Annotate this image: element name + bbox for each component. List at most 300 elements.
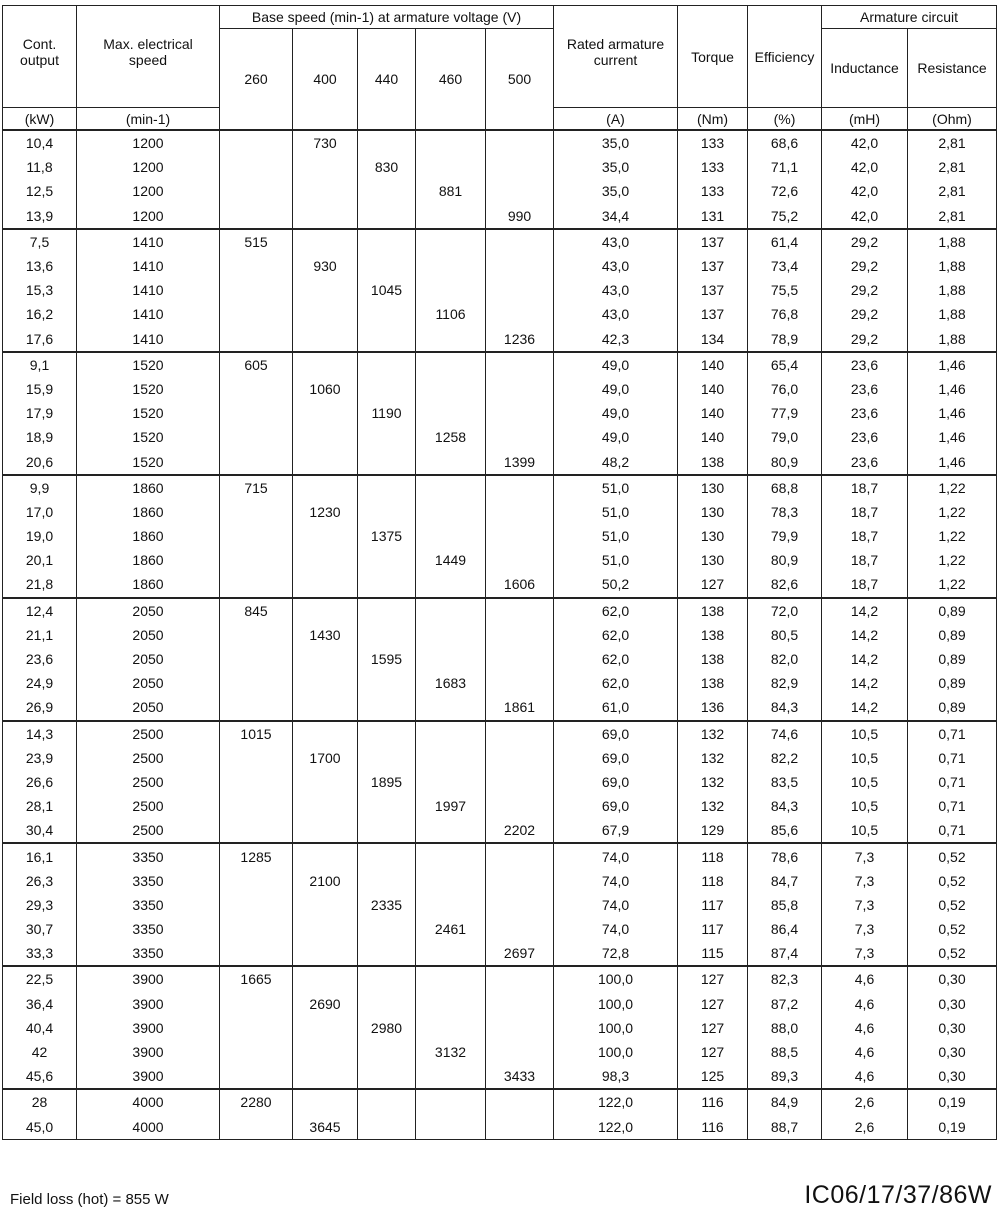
cell-inductance: 29,2 <box>822 327 908 352</box>
header-resistance: Resistance <box>908 29 997 108</box>
cell-speed-440 <box>358 623 416 647</box>
cell-resistance: 1,88 <box>908 229 997 254</box>
cell-resistance: 2,81 <box>908 204 997 229</box>
cell-speed-400 <box>293 229 358 254</box>
cell-inductance: 18,7 <box>822 500 908 524</box>
cell-cont-output: 20,6 <box>3 449 77 474</box>
cell-resistance: 0,52 <box>908 917 997 941</box>
cell-resistance: 0,30 <box>908 966 997 991</box>
table-row <box>3 818 997 843</box>
cell-max-speed: 1860 <box>77 572 220 597</box>
cell-speed-400 <box>293 1089 358 1114</box>
cell-rated-current: 61,0 <box>554 695 678 720</box>
cell-speed-260 <box>220 377 293 401</box>
cell-speed-440: 2335 <box>358 893 416 917</box>
cell-inductance: 4,6 <box>822 992 908 1016</box>
cell-max-speed: 2500 <box>77 721 220 746</box>
cell-speed-440: 830 <box>358 155 416 179</box>
cell-speed-460 <box>416 746 486 770</box>
cell-speed-400 <box>293 917 358 941</box>
cell-speed-400: 730 <box>293 130 358 155</box>
cell-speed-400: 1230 <box>293 500 358 524</box>
cell-rated-current: 50,2 <box>554 572 678 597</box>
cell-efficiency: 89,3 <box>748 1064 822 1089</box>
cell-speed-260 <box>220 155 293 179</box>
cell-cont-output: 36,4 <box>3 992 77 1016</box>
cell-resistance: 1,88 <box>908 327 997 352</box>
cell-efficiency: 82,9 <box>748 671 822 695</box>
cell-speed-260 <box>220 869 293 893</box>
cell-speed-500 <box>486 992 554 1016</box>
cell-speed-500 <box>486 548 554 572</box>
cell-torque: 132 <box>678 721 748 746</box>
cell-torque: 127 <box>678 1040 748 1064</box>
cell-rated-current: 69,0 <box>554 794 678 818</box>
cell-cont-output: 12,4 <box>3 598 77 623</box>
cell-inductance: 29,2 <box>822 229 908 254</box>
cell-cont-output: 30,4 <box>3 818 77 843</box>
cell-rated-current: 74,0 <box>554 917 678 941</box>
cell-max-speed: 2050 <box>77 695 220 720</box>
cell-max-speed: 4000 <box>77 1089 220 1114</box>
cell-resistance: 0,89 <box>908 671 997 695</box>
cell-speed-440 <box>358 941 416 966</box>
cell-speed-460 <box>416 229 486 254</box>
cell-speed-400: 3645 <box>293 1115 358 1140</box>
cell-resistance: 1,88 <box>908 278 997 302</box>
cell-speed-500: 990 <box>486 204 554 229</box>
cell-speed-440 <box>358 818 416 843</box>
row-group <box>3 598 997 721</box>
table-row <box>3 966 997 991</box>
cell-speed-260 <box>220 548 293 572</box>
cell-speed-500: 3433 <box>486 1064 554 1089</box>
cell-max-speed: 4000 <box>77 1115 220 1140</box>
cell-rated-current: 51,0 <box>554 524 678 548</box>
cell-speed-440 <box>358 327 416 352</box>
cell-cont-output: 13,6 <box>3 254 77 278</box>
unit-mh: (mH) <box>822 108 908 131</box>
cell-speed-400 <box>293 598 358 623</box>
cell-speed-440 <box>358 229 416 254</box>
row-group <box>3 721 997 844</box>
cell-resistance: 0,71 <box>908 794 997 818</box>
cell-speed-400 <box>293 818 358 843</box>
cell-inductance: 2,6 <box>822 1115 908 1140</box>
cell-rated-current: 42,3 <box>554 327 678 352</box>
row-group <box>3 843 997 966</box>
cell-speed-400 <box>293 155 358 179</box>
cell-max-speed: 2050 <box>77 623 220 647</box>
table-row <box>3 401 997 425</box>
cell-efficiency: 88,7 <box>748 1115 822 1140</box>
cell-speed-440 <box>358 695 416 720</box>
table-row <box>3 425 997 449</box>
cell-speed-400: 930 <box>293 254 358 278</box>
cell-speed-500: 2202 <box>486 818 554 843</box>
cell-rated-current: 100,0 <box>554 966 678 991</box>
cell-resistance: 0,30 <box>908 1016 997 1040</box>
cell-cont-output: 11,8 <box>3 155 77 179</box>
cell-speed-260 <box>220 1040 293 1064</box>
cell-efficiency: 76,0 <box>748 377 822 401</box>
cell-cont-output: 23,9 <box>3 746 77 770</box>
cell-speed-460 <box>416 278 486 302</box>
cell-speed-500 <box>486 721 554 746</box>
cell-cont-output: 10,4 <box>3 130 77 155</box>
cell-rated-current: 62,0 <box>554 647 678 671</box>
cell-speed-500 <box>486 254 554 278</box>
cell-speed-440: 1895 <box>358 770 416 794</box>
cell-speed-400: 1430 <box>293 623 358 647</box>
cell-speed-260 <box>220 794 293 818</box>
cell-speed-260 <box>220 204 293 229</box>
header-cont-output: Cont. output <box>3 6 77 108</box>
cell-torque: 130 <box>678 548 748 572</box>
cell-inductance: 4,6 <box>822 1064 908 1089</box>
cell-speed-500 <box>486 500 554 524</box>
cell-speed-440 <box>358 377 416 401</box>
cell-speed-460 <box>416 449 486 474</box>
cell-speed-460: 1258 <box>416 425 486 449</box>
cell-max-speed: 2050 <box>77 647 220 671</box>
cell-max-speed: 3350 <box>77 843 220 868</box>
cell-rated-current: 34,4 <box>554 204 678 229</box>
cell-speed-400: 2100 <box>293 869 358 893</box>
cell-torque: 117 <box>678 893 748 917</box>
cell-inductance: 7,3 <box>822 893 908 917</box>
cell-speed-460 <box>416 941 486 966</box>
cell-resistance: 1,46 <box>908 425 997 449</box>
cell-speed-460 <box>416 327 486 352</box>
cell-speed-260 <box>220 746 293 770</box>
cell-speed-500 <box>486 623 554 647</box>
cell-rated-current: 62,0 <box>554 671 678 695</box>
header-voltage-400: 400 <box>293 29 358 131</box>
cell-speed-500 <box>486 966 554 991</box>
cell-speed-400 <box>293 179 358 203</box>
cell-resistance: 1,46 <box>908 377 997 401</box>
cell-speed-260 <box>220 401 293 425</box>
cell-torque: 127 <box>678 966 748 991</box>
table-row <box>3 254 997 278</box>
cell-torque: 127 <box>678 992 748 1016</box>
cell-torque: 133 <box>678 130 748 155</box>
cell-inductance: 18,7 <box>822 548 908 572</box>
table-row <box>3 352 997 377</box>
table-row <box>3 721 997 746</box>
cell-speed-400 <box>293 352 358 377</box>
cell-inductance: 10,5 <box>822 770 908 794</box>
cell-max-speed: 3350 <box>77 941 220 966</box>
cell-rated-current: 51,0 <box>554 475 678 500</box>
cell-speed-500 <box>486 746 554 770</box>
cell-max-speed: 2500 <box>77 794 220 818</box>
cell-speed-500: 2697 <box>486 941 554 966</box>
cell-torque: 140 <box>678 377 748 401</box>
cell-efficiency: 68,6 <box>748 130 822 155</box>
cell-rated-current: 100,0 <box>554 1040 678 1064</box>
cell-max-speed: 1200 <box>77 130 220 155</box>
cell-inductance: 29,2 <box>822 278 908 302</box>
cell-rated-current: 122,0 <box>554 1089 678 1114</box>
cell-torque: 127 <box>678 572 748 597</box>
cell-rated-current: 43,0 <box>554 254 678 278</box>
row-group <box>3 1089 997 1139</box>
cell-speed-400 <box>293 278 358 302</box>
cell-cont-output: 14,3 <box>3 721 77 746</box>
cell-speed-460: 881 <box>416 179 486 203</box>
cell-speed-460 <box>416 695 486 720</box>
cell-resistance: 1,46 <box>908 449 997 474</box>
cell-max-speed: 1520 <box>77 449 220 474</box>
cell-efficiency: 85,6 <box>748 818 822 843</box>
table-row <box>3 598 997 623</box>
cell-speed-500: 1606 <box>486 572 554 597</box>
cell-cont-output: 29,3 <box>3 893 77 917</box>
cell-max-speed: 1200 <box>77 155 220 179</box>
cell-rated-current: 35,0 <box>554 155 678 179</box>
cell-resistance: 0,89 <box>908 598 997 623</box>
cell-torque: 137 <box>678 254 748 278</box>
cell-speed-500 <box>486 671 554 695</box>
cell-speed-460: 2461 <box>416 917 486 941</box>
cell-inductance: 42,0 <box>822 155 908 179</box>
cell-rated-current: 49,0 <box>554 401 678 425</box>
header-voltage-260: 260 <box>220 29 293 131</box>
cell-speed-460 <box>416 1115 486 1140</box>
cell-resistance: 2,81 <box>908 130 997 155</box>
cell-torque: 138 <box>678 647 748 671</box>
cell-rated-current: 35,0 <box>554 130 678 155</box>
cell-cont-output: 17,9 <box>3 401 77 425</box>
motor-data-sheet <box>2 5 996 1209</box>
cell-efficiency: 72,6 <box>748 179 822 203</box>
cell-speed-400 <box>293 548 358 572</box>
cell-cont-output: 17,0 <box>3 500 77 524</box>
cell-speed-460 <box>416 598 486 623</box>
cell-torque: 136 <box>678 695 748 720</box>
cell-cont-output: 20,1 <box>3 548 77 572</box>
cell-speed-440 <box>358 352 416 377</box>
cell-torque: 132 <box>678 794 748 818</box>
cell-rated-current: 72,8 <box>554 941 678 966</box>
cell-resistance: 0,30 <box>908 1040 997 1064</box>
cell-speed-260: 845 <box>220 598 293 623</box>
cell-cont-output: 15,9 <box>3 377 77 401</box>
cell-efficiency: 75,5 <box>748 278 822 302</box>
unit-min: (min-1) <box>77 108 220 131</box>
cell-resistance: 0,19 <box>908 1115 997 1140</box>
cell-speed-460 <box>416 352 486 377</box>
table-row <box>3 941 997 966</box>
cell-speed-460 <box>416 204 486 229</box>
table-row <box>3 327 997 352</box>
cell-speed-460: 1683 <box>416 671 486 695</box>
cell-inductance: 18,7 <box>822 572 908 597</box>
cell-inductance: 23,6 <box>822 401 908 425</box>
cell-resistance: 2,81 <box>908 179 997 203</box>
cell-speed-400: 2690 <box>293 992 358 1016</box>
cell-speed-500 <box>486 352 554 377</box>
cell-speed-500 <box>486 1040 554 1064</box>
header-max-speed: Max. electrical speed <box>77 6 220 108</box>
cell-speed-460 <box>416 1089 486 1114</box>
cell-rated-current: 122,0 <box>554 1115 678 1140</box>
cell-speed-400 <box>293 204 358 229</box>
cell-speed-460 <box>416 623 486 647</box>
cell-efficiency: 80,9 <box>748 449 822 474</box>
cell-speed-260 <box>220 278 293 302</box>
cell-cont-output: 9,9 <box>3 475 77 500</box>
cell-speed-500 <box>486 278 554 302</box>
cell-speed-260 <box>220 917 293 941</box>
cell-max-speed: 1410 <box>77 229 220 254</box>
table-row <box>3 1040 997 1064</box>
cell-speed-260 <box>220 130 293 155</box>
cell-max-speed: 1200 <box>77 179 220 203</box>
cell-speed-460 <box>416 500 486 524</box>
header-voltage-460: 460 <box>416 29 486 131</box>
cell-inductance: 2,6 <box>822 1089 908 1114</box>
cell-torque: 132 <box>678 770 748 794</box>
cell-max-speed: 3900 <box>77 1064 220 1089</box>
cell-rated-current: 43,0 <box>554 302 678 326</box>
table-row <box>3 500 997 524</box>
cell-rated-current: 100,0 <box>554 992 678 1016</box>
cell-speed-440 <box>358 966 416 991</box>
cell-speed-400 <box>293 843 358 868</box>
cell-cont-output: 16,2 <box>3 302 77 326</box>
cell-efficiency: 83,5 <box>748 770 822 794</box>
cell-speed-500 <box>486 401 554 425</box>
cell-efficiency: 88,0 <box>748 1016 822 1040</box>
cell-inductance: 18,7 <box>822 475 908 500</box>
cell-resistance: 0,30 <box>908 992 997 1016</box>
cell-speed-260: 1285 <box>220 843 293 868</box>
cell-efficiency: 84,3 <box>748 794 822 818</box>
cell-efficiency: 82,3 <box>748 966 822 991</box>
cell-speed-440 <box>358 1064 416 1089</box>
cell-speed-440 <box>358 449 416 474</box>
cell-torque: 115 <box>678 941 748 966</box>
cell-speed-260 <box>220 572 293 597</box>
cell-speed-260: 605 <box>220 352 293 377</box>
cell-efficiency: 84,7 <box>748 869 822 893</box>
cell-torque: 133 <box>678 179 748 203</box>
unit-percent: (%) <box>748 108 822 131</box>
cell-resistance: 1,22 <box>908 548 997 572</box>
cell-max-speed: 1410 <box>77 327 220 352</box>
cell-max-speed: 1520 <box>77 425 220 449</box>
cell-torque: 140 <box>678 425 748 449</box>
cell-torque: 131 <box>678 204 748 229</box>
cell-cont-output: 26,3 <box>3 869 77 893</box>
motor-data-table <box>2 5 997 1140</box>
cell-speed-400 <box>293 695 358 720</box>
cell-efficiency: 78,9 <box>748 327 822 352</box>
cell-resistance: 1,88 <box>908 302 997 326</box>
table-row <box>3 794 997 818</box>
cell-cont-output: 45,6 <box>3 1064 77 1089</box>
cell-speed-460 <box>416 647 486 671</box>
cell-resistance: 0,30 <box>908 1064 997 1089</box>
cell-resistance: 0,52 <box>908 893 997 917</box>
cell-max-speed: 3350 <box>77 893 220 917</box>
cell-max-speed: 1860 <box>77 548 220 572</box>
cell-speed-260 <box>220 179 293 203</box>
cell-inductance: 10,5 <box>822 721 908 746</box>
cell-rated-current: 49,0 <box>554 425 678 449</box>
cell-torque: 137 <box>678 229 748 254</box>
cell-inductance: 29,2 <box>822 254 908 278</box>
cell-speed-460 <box>416 1064 486 1089</box>
cell-inductance: 14,2 <box>822 623 908 647</box>
cell-speed-260 <box>220 524 293 548</box>
cell-efficiency: 82,0 <box>748 647 822 671</box>
cell-max-speed: 2050 <box>77 598 220 623</box>
table-row <box>3 992 997 1016</box>
cell-speed-500 <box>486 1115 554 1140</box>
cell-speed-400 <box>293 1064 358 1089</box>
cell-speed-400 <box>293 770 358 794</box>
cell-cont-output: 9,1 <box>3 352 77 377</box>
cell-torque: 127 <box>678 1016 748 1040</box>
cell-torque: 130 <box>678 524 748 548</box>
cell-resistance: 1,46 <box>908 352 997 377</box>
cell-efficiency: 73,4 <box>748 254 822 278</box>
cell-efficiency: 79,0 <box>748 425 822 449</box>
cell-speed-460 <box>416 572 486 597</box>
cell-speed-500 <box>486 917 554 941</box>
cell-cont-output: 18,9 <box>3 425 77 449</box>
cell-efficiency: 80,5 <box>748 623 822 647</box>
cell-speed-400 <box>293 401 358 425</box>
cell-speed-440 <box>358 794 416 818</box>
cell-cont-output: 23,6 <box>3 647 77 671</box>
cell-speed-500 <box>486 598 554 623</box>
cell-inductance: 10,5 <box>822 818 908 843</box>
table-row <box>3 229 997 254</box>
cell-rated-current: 43,0 <box>554 278 678 302</box>
cell-speed-460 <box>416 843 486 868</box>
cell-efficiency: 84,3 <box>748 695 822 720</box>
cell-inductance: 7,3 <box>822 941 908 966</box>
cell-efficiency: 86,4 <box>748 917 822 941</box>
cell-torque: 125 <box>678 1064 748 1089</box>
cell-rated-current: 69,0 <box>554 770 678 794</box>
cell-rated-current: 74,0 <box>554 869 678 893</box>
cell-max-speed: 1410 <box>77 278 220 302</box>
cell-max-speed: 3900 <box>77 966 220 991</box>
table-row <box>3 893 997 917</box>
cell-speed-440 <box>358 475 416 500</box>
table-row <box>3 475 997 500</box>
cell-resistance: 1,46 <box>908 401 997 425</box>
table-row <box>3 524 997 548</box>
cell-rated-current: 69,0 <box>554 746 678 770</box>
table-row <box>3 1016 997 1040</box>
table-row <box>3 746 997 770</box>
cell-speed-440 <box>358 1040 416 1064</box>
cell-speed-460 <box>416 524 486 548</box>
table-row <box>3 695 997 720</box>
cell-inductance: 10,5 <box>822 746 908 770</box>
cell-cont-output: 7,5 <box>3 229 77 254</box>
cell-speed-400 <box>293 647 358 671</box>
cell-inductance: 42,0 <box>822 130 908 155</box>
cell-efficiency: 77,9 <box>748 401 822 425</box>
